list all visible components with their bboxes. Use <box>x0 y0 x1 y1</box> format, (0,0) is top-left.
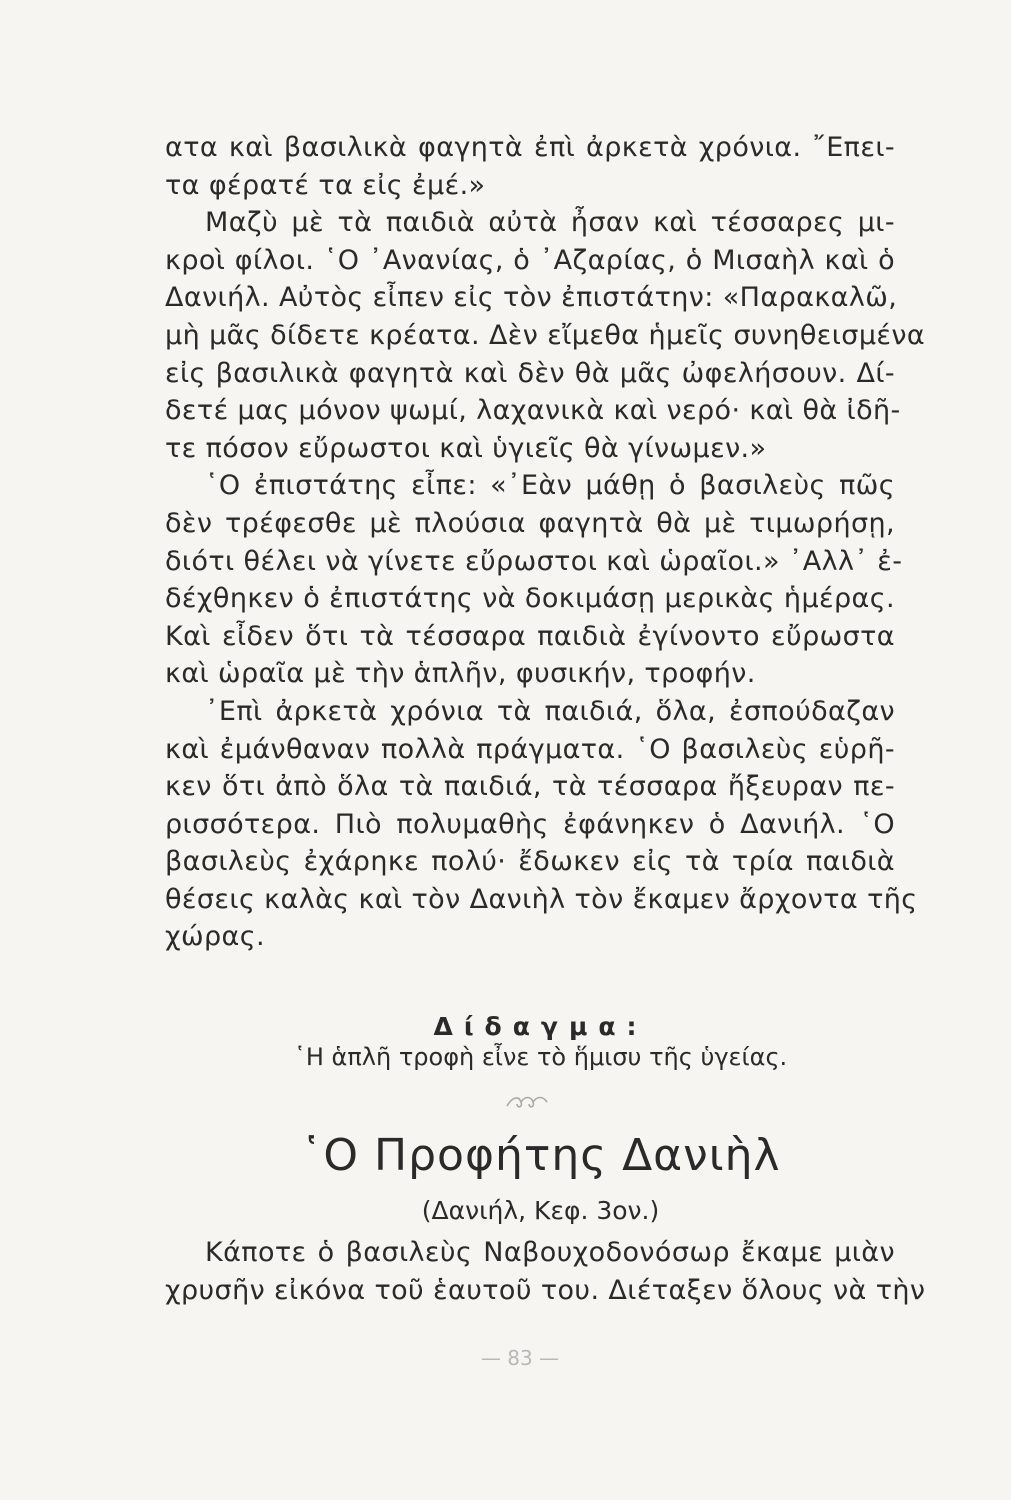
text-line: καὶ ἐμάνθαναν πολλὰ πράγματα. ῾Ο βασιλεὺς εὑρῆ- <box>165 733 895 765</box>
chapter-text <box>165 1234 926 1309</box>
text-line: διότι θέλει νὰ γίνετε εὔρωστοι καὶ ὡραῖοι.» ᾿Αλλ᾿ ἐ- <box>165 545 903 577</box>
text-line: εἰς βασιλικὰ φαγητὰ καὶ δὲν θὰ μᾶς ὠφελήσουν. Δί- <box>165 357 895 389</box>
text-line: ατα καὶ βασιλικὰ φαγητὰ ἐπὶ ἀρκετὰ χρόνια. ῎Επει- <box>165 132 895 163</box>
text-line: ρισσότερα. Πιὸ πολυμαθὴς ἐφάνηκεν ὁ Δανιήλ. ῾Ο <box>165 808 895 840</box>
text-line: καὶ ὡραῖα μὲ τὴν ἁπλῆν, φυσικήν, τροφήν. <box>165 658 756 690</box>
text-line: δὲν τρέφεσθε μὲ πλούσια φαγητὰ θὰ μὲ τιμωρήσῃ, <box>165 507 895 539</box>
page-number: — 83 — <box>480 1346 560 1370</box>
text-line: βασιλεὺς ἐχάρηκε πολύ· ἔδωκεν εἰς τὰ τρία παιδιὰ <box>165 846 895 878</box>
text-line: κροὶ φίλοι. ῾Ο ᾿Ανανίας, ὁ ᾿Αζαρίας, ὁ Μισαὴλ καὶ ὁ <box>165 244 895 276</box>
text-line: Κάποτε ὁ βασιλεὺς Ναβουχοδονόσωρ ἔκαμε μιὰν <box>205 1237 895 1268</box>
chapter-subtitle: (Δανιήλ, Κεφ. 3ον.) <box>421 1196 660 1225</box>
moral-text: ῾Η ἁπλῆ τροφὴ εἶνε τὸ ἥμισυ τῆς ὑγείας. <box>293 1043 788 1071</box>
text-line: τα φέρατέ τα εἰς ἐμέ.» <box>165 169 486 201</box>
text-line: μὴ μᾶς δίδετε κρέατα. Δὲν εἴμεθα ἡμεῖς συνηθεισμένα <box>165 319 926 351</box>
body-text <box>165 129 926 956</box>
text-line: τε πόσον εὔρωστοι καὶ ὑγιεῖς θὰ γίνωμεν.» <box>165 432 767 464</box>
ornament-icon <box>505 1092 549 1112</box>
text-line: ᾿Επὶ ἀρκετὰ χρόνια τὰ παιδιά, ὅλα, ἐσπούδαζαν <box>205 695 895 727</box>
text-line: κεν ὅτι ἀπὸ ὅλα τὰ παιδιά, τὰ τέσσαρα ἤξευραν πε- <box>165 771 895 803</box>
text-line: χώρας. <box>165 921 265 953</box>
text-line: ῾Ο ἐπιστάτης εἶπε: «᾿Εὰν μάθῃ ὁ βασιλεὺς πῶς <box>205 470 895 502</box>
text-line: δέχθηκεν ὁ ἐπιστάτης νὰ δοκιμάσῃ μερικὰς ἡμέρας. <box>165 583 895 615</box>
text-line: χρυσῆν εἰκόνα τοῦ ἑαυτοῦ του. Διέταξεν ὅλους νὰ τὴν <box>165 1274 926 1306</box>
text-line: Καὶ εἶδεν ὅτι τὰ τέσσαρα παιδιὰ ἐγίνοντο εὔρωστα <box>165 620 895 652</box>
text-line: Μαζὺ μὲ τὰ παιδιὰ αὐτὰ ἦσαν καὶ τέσσαρες μι- <box>205 207 895 239</box>
moral-heading: Δίδαγμα: <box>433 1012 648 1041</box>
text-line: Δανιήλ. Αὐτὸς εἶπεν εἰς τὸν ἐπιστάτην: «Παρακαλῶ, <box>165 282 898 314</box>
chapter-title: ῾Ο Προφήτης Δανιὴλ <box>300 1130 781 1181</box>
text-line: δετέ μας μόνον ψωμί, λαχανικὰ καὶ νερό· καὶ θὰ ἰδῆ- <box>165 395 901 427</box>
text-line: θέσεις καλὰς καὶ τὸν Δανιὴλ τὸν ἔκαμεν ἄρχοντα τῆς <box>165 883 918 915</box>
